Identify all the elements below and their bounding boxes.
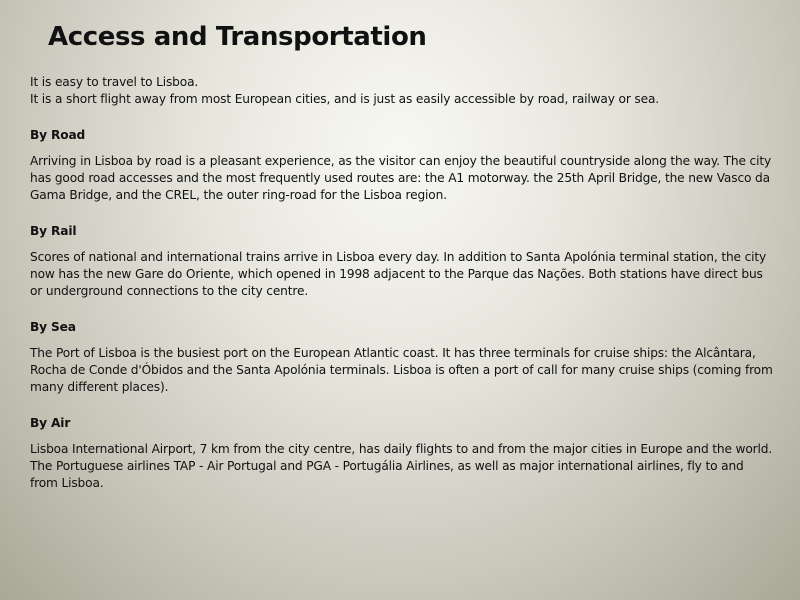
section-body-road: Arriving in Lisboa by road is a pleasant experience, as the visitor can enjoy the beautiful countryside along the way. The city has good road accesses and the most frequently used routes are: the A1 motorway. the 25th April Bridge, the new Vasco da Gama Bridge, and the CREL, the outer ring-road for the Lisboa region. (30, 154, 772, 202)
section-body-air: Lisboa International Airport, 7 km from the city centre, has daily flights to and from the major cities in Europe and the world. The Portuguese airlines TAP - Air Portugal and PGA - Portugália Airlines, as well as major international airlines, fly to and from Lisboa. (30, 442, 773, 490)
section-heading-rail: By Rail (30, 224, 77, 238)
section-heading-sea: By Sea (30, 320, 76, 334)
intro-line-2: It is a short flight away from most European cities, and is just as easily accessible by road, railway or sea. (30, 92, 660, 106)
section-body-sea: The Port of Lisboa is the busiest port on the European Atlantic coast. It has three terminals for cruise ships: the Alcântara, Rocha de Conde d'Óbidos and the Santa Apolónia terminals. Lisboa is often a port of call for many cruise ships (coming from many different places). (30, 346, 773, 394)
slide-content (30, 74, 775, 492)
section-heading-air: By Air (30, 416, 71, 430)
section-heading-road: By Road (30, 128, 86, 142)
section-body-rail: Scores of national and international trains arrive in Lisboa every day. In addition to Santa Apolónia terminal station, the city now has the new Gare do Oriente, which opened in 1998 adjacent to the Parque das Nações. Both stations have direct bus or underground connections to the city centre. (30, 250, 767, 298)
intro-line-1: It is easy to travel to Lisboa. (30, 75, 199, 89)
slide-title: Access and Transportation (48, 22, 427, 52)
